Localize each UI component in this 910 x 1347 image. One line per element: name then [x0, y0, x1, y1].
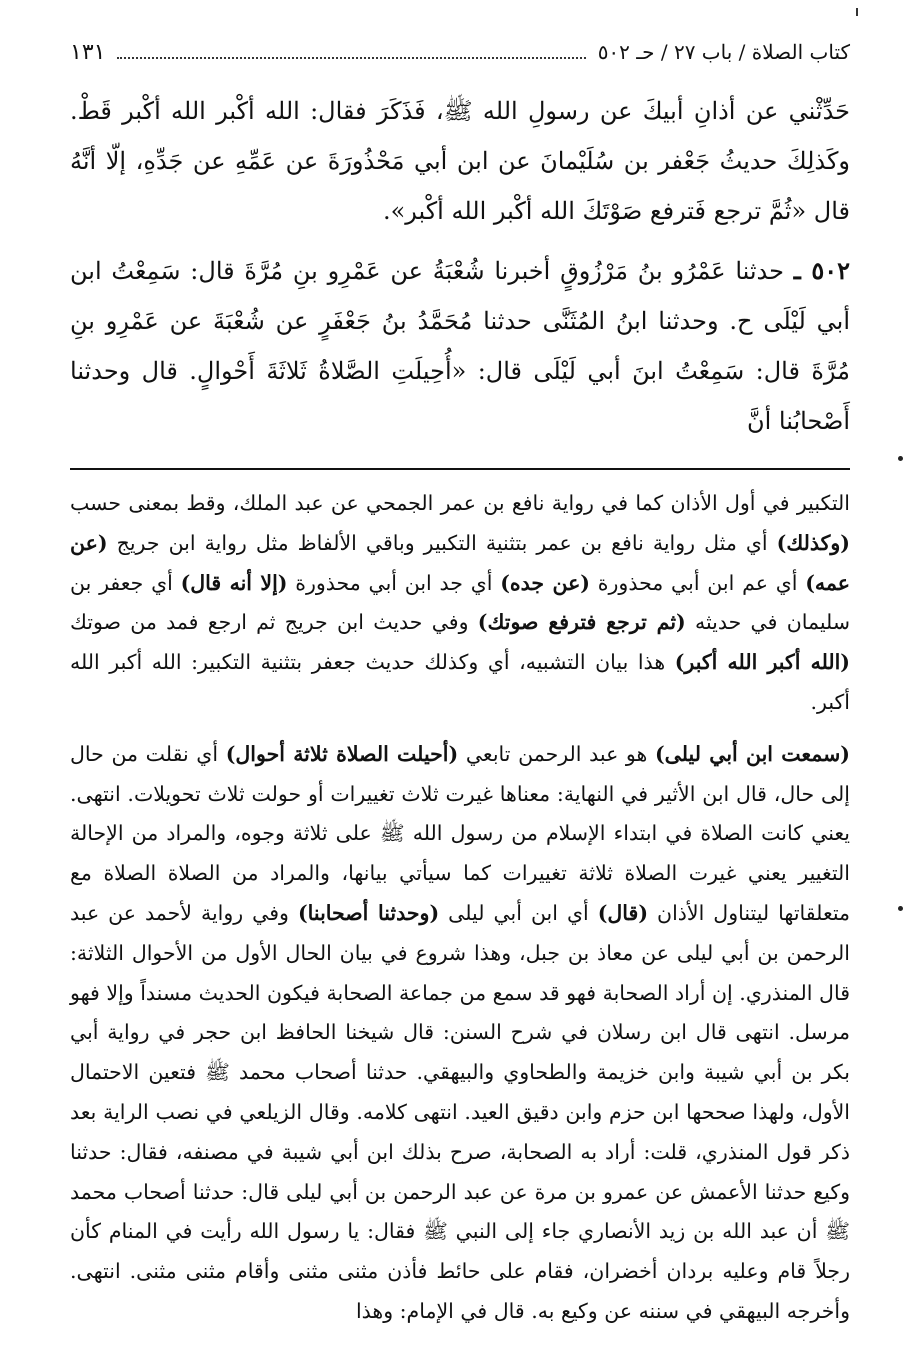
hadith-text: [70, 86, 850, 446]
bold-quote: (وكذلك): [776, 530, 850, 555]
commentary-text: هذا بيان التشبيه، أي وكذلك حديث جعفر بتثنية التكبير: الله أكبر الله أكبر.: [70, 650, 850, 714]
commentary-text: أي نقلت من حال إلى حال، قال ابن الأثير في النهاية: معناها غيرت ثلاث تغييرات أو حولت ثلاث تحويلات. انتهى. يعني كانت الصلاة في ابتداء الإسلام من رسول الله ﷺ على ثلاثة وجوه، والمراد من الإحالة التغيير يعني غيرت الصلاة ثلاثة تغييرات كما سيأتي بيانها، والمراد من الصلاة الصلاة مع متعلقاتها ليتناول الأذان: [70, 741, 851, 925]
bold-quote: (الله أكبر الله أكبر): [674, 650, 850, 675]
book-page: [70, 40, 850, 1332]
commentary-text: وفي حديث ابن جريج ثم ارجع فمد من صوتك: [70, 610, 478, 635]
page-number: ١٣١: [70, 40, 106, 65]
margin-bullet: [898, 906, 903, 911]
commentary-text: أي جد ابن أبي محذورة: [287, 570, 501, 595]
running-title: كتاب الصلاة / باب ٢٧ / حـ ٥٠٢: [597, 40, 850, 64]
matn-paragraph-2: [70, 246, 850, 446]
margin-bullet: [898, 456, 903, 461]
bold-quote: (قال): [597, 900, 649, 925]
commentary: [70, 484, 850, 1332]
footnote-separator: [70, 468, 850, 470]
bold-quote: (إلا أنه قال): [180, 570, 288, 595]
margin-tick: [856, 8, 858, 16]
commentary-text: أي ابن أبي ليلى: [439, 900, 598, 925]
running-header: [70, 40, 850, 76]
bold-quote: (أحيلت الصلاة ثلاثة أحوال): [225, 741, 459, 766]
matn-paragraph-2-text: حدثنا عَمْرُو بنُ مَرْزُوقٍ أخبرنا شُعْبَةُ عن عَمْرِو بنِ مُرَّةَ قال: سَمِعْتُ ابن أبي لَيْلَى ح. وحدثنا ابنُ المُثَنَّى حدثنا مُحَمَّدُ بنُ جَعْفَرٍ عن شُعْبَةَ عن عَمْرِو بنِ مُرَّةَ قال: سَمِعْتُ ابنَ أبي لَيْلَى قال: «أُحِيلَتِ الصَّلاةُ ثَلاثَةَ أَحْوالٍ. قال وحدثنا أَصْحابُنا أنَّ: [70, 257, 850, 435]
bold-quote: (عن جده): [500, 570, 591, 595]
bold-quote: (عن عمه): [70, 530, 850, 595]
commentary-paragraph: [70, 735, 850, 1332]
bold-quote: (سمعت ابن أبي ليلى): [654, 741, 850, 766]
bold-quote: (وحدثنا أصحابنا): [297, 900, 440, 925]
commentary-text: هو عبد الرحمن تابعي: [458, 741, 655, 766]
hadith-number: ٥٠٢ ـ: [793, 256, 850, 285]
bold-quote: (ثم ترجع فترفع صوتك): [477, 610, 686, 635]
matn-paragraph-1: حَدِّثْني عن أذانِ أبيكَ عن رسولِ الله ﷺ، فَذَكَرَ فقال: الله أكْبر الله أكْبر قَطْ. وكَذلِكَ حديثُ جَعْفر بن سُلَيْمانَ عن ابن أبي مَحْذُورَةَ عن عَمِّهِ عن جَدِّهِ، إلّا أنَّهُ قال «ثُمَّ ترجع فَترفع صَوْتَكَ الله أكْبر الله أكْبر».: [70, 97, 850, 225]
commentary-text: أي جعفر بن سليمان في حديثه: [70, 570, 850, 635]
commentary-text: وفي رواية لأحمد عن عبد الرحمن بن أبي ليلى عن معاذ بن جبل، وهذا شروع في بيان الحال الأول من الأحوال الثلاثة: قال المنذري. إن أراد الصحابة فهو قد سمع من جماعة الصحابة فيكون الحديث مسنداً وإلا فهو مرسل. انتهى قال ابن رسلان في شرح السنن: قال شيخنا الحافظ ابن حجر في رواية أبي بكر بن أبي شيبة وابن خزيمة والطحاوي والبيهقي. حدثنا أصحاب محمد ﷺ فتعين الاحتمال الأول، ولهذا صححها ابن حزم وابن دقيق العيد. انتهى كلامه. وقال الزيلعي في نصب الراية بعد ذكر قول المنذري، قلت: أراد به الصحابة، صرح بذلك ابن أبي شيبة في مصنفه، فقال: حدثنا وكيع حدثنا الأعمش عن عمرو بن مرة عن عبد الرحمن بن أبي ليلى قال: حدثنا أصحاب محمد ﷺ أن عبد الله بن زيد الأنصاري جاء إلى النبي ﷺ فقال: يا رسول الله رأيت في المنام كأن رجلاً قام وعليه بردان أخضران، فقام على حائط فأذن مثنى مثنى وأقام مثنى مثنى. انتهى. وأخرجه البيهقي في سننه عن وكيع به. قال في الإمام: وهذا: [70, 900, 850, 1323]
commentary-text: التكبير في أول الأذان كما في رواية نافع بن عمر الجمحي عن عبد الملك، وقط بمعنى حسب: [70, 491, 850, 515]
commentary-text: أي عم ابن أبي محذورة: [590, 570, 806, 595]
commentary-paragraph: [70, 484, 850, 723]
header-dot-leader: [117, 57, 585, 59]
commentary-text: أي مثل رواية نافع بن عمر بتثنية التكبير وباقي الألفاظ مثل رواية ابن جريج: [107, 530, 777, 555]
